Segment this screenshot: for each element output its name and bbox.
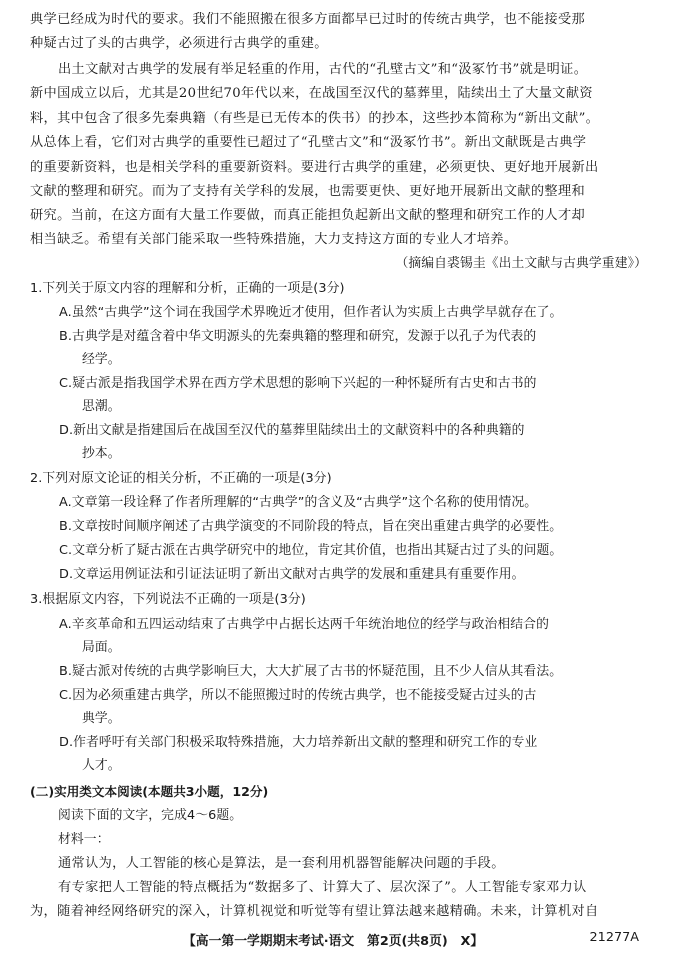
- passage-line: 新中国成立以后，尤其是20世纪70年代以来，在战国至汉代的墓葬里，陆续出土了大量文献资: [30, 86, 593, 101]
- passage-line: 相当缺乏。希望有关部门能采取一些特殊措施，大力支持这方面的专业人才培养。: [30, 232, 518, 247]
- passage-line: 文献的整理和研究。而为了支持有关学科的发展，也需要更快、更好地开展新出文献的整理和: [30, 184, 586, 199]
- option-3a: A.辛亥革命和五四运动结束了古典学中占据长达两千年统治地位的经学与政治相结合的: [59, 617, 549, 632]
- option-3c: C.因为必须重建古典学，所以不能照搬过时的传统古典学，也不能接受疑古过头的古: [59, 688, 537, 703]
- option-2a: A.文章第一段诠释了作者所理解的“古典学”的含义及“古典学”这个名称的使用情况。: [59, 495, 538, 510]
- option-3b: B.疑古派对传统的古典学影响巨大，大大扩展了古书的怀疑范围，且不少人信从其看法。: [59, 664, 563, 679]
- option-2b: B.文章按时间顺序阐述了古典学演变的不同阶段的特点，旨在突出重建古典学的必要性。: [59, 519, 563, 534]
- option-2d: D.文章运用例证法和引证法证明了新出文献对古典学的发展和重建具有重要作用。: [59, 567, 525, 582]
- option-1a: A.虽然“古典学”这个词在我国学术界晚近才使用，但作者认为实质上古典学早就存在了。: [59, 305, 563, 320]
- footer-code: 21277A: [589, 930, 639, 945]
- option-3c-cont: 典学。: [82, 711, 121, 726]
- option-3a-cont: 局面。: [82, 640, 121, 655]
- option-1c-cont: 思潮。: [82, 399, 121, 414]
- option-3d: D.作者呼吁有关部门积极采取特殊措施，大力培养新出文献的整理和研究工作的专业: [59, 735, 538, 750]
- passage-line: 典学已经成为时代的要求。我们不能照搬在很多方面都早已过时的传统古典学，也不能接受那: [30, 12, 586, 27]
- passage-line: 料，其中包含了很多先秦典籍（有些是已无传本的佚书）的抄本，这些抄本简称为“新出文献”。: [30, 111, 600, 126]
- question-stem-2: 2.下列对原文论证的相关分析，不正确的一项是(3分): [30, 471, 332, 486]
- option-1d: D.新出文献是指建国后在战国至汉代的墓葬里陆续出土的文献资料中的各种典籍的: [59, 423, 525, 438]
- page-footer: [0, 930, 677, 948]
- material-line: 有专家把人工智能的特点概括为“数据多了、计算大了、层次深了”。人工智能专家邓力认: [58, 880, 587, 895]
- option-3d-cont: 人才。: [82, 758, 121, 773]
- option-1d-cont: 抄本。: [82, 446, 121, 461]
- option-2c: C.文章分析了疑古派在古典学研究中的地位，肯定其价值，也指出其疑古过了头的问题。: [59, 543, 563, 558]
- passage-line: 研究。当前，在这方面有大量工作要做，而真正能担负起新出文献的整理和研究工作的人才却: [30, 208, 586, 223]
- passage-line: 从总体上看，它们对古典学的重要性已超过了“孔壁古文”和“汲冢竹书”。新出文献既是古典学: [30, 135, 587, 150]
- section-instruction: 阅读下面的文字，完成4～6题。: [58, 808, 243, 823]
- material-line: 为，随着神经网络研究的深入，计算机视觉和听觉等有望让算法越来越精确。未来，计算机对自: [30, 904, 599, 919]
- material-line: 通常认为，人工智能的核心是算法，是一套利用机器智能解决问题的手段。: [58, 856, 505, 871]
- option-1c: C.疑古派是指我国学术界在西方学术思想的影响下兴起的一种怀疑所有古史和古书的: [59, 376, 537, 391]
- section-heading: (二)实用类文本阅读(本题共3小题，12分): [30, 784, 269, 799]
- passage-line: 出土文献对古典学的发展有举足轻重的作用，古代的“孔壁古文”和“汲冢竹书”就是明证。: [58, 62, 588, 77]
- option-1b: B.古典学是对蕴含着中华文明源头的先秦典籍的整理和研究，发源于以孔子为代表的: [59, 329, 537, 344]
- question-stem-3: 3.根据原文内容，下列说法不正确的一项是(3分): [30, 592, 306, 607]
- passage-source: （摘编自裘锡圭《出土文献与古典学重建》）: [395, 256, 647, 271]
- passage-line: 的重要新资料，也是相关学科的重要新资料。要进行古典学的重建，必须更快、更好地开展新出: [30, 160, 599, 175]
- footer-title: 【高一第一学期期末考试·语文 第2页(共8页) X】: [183, 934, 484, 949]
- option-1b-cont: 经学。: [82, 352, 121, 367]
- passage-line: 种疑古过了头的古典学，必须进行古典学的重建。: [30, 36, 328, 51]
- question-stem-1: 1.下列关于原文内容的理解和分析，正确的一项是(3分): [30, 281, 345, 296]
- material-label: 材料一：: [58, 832, 110, 847]
